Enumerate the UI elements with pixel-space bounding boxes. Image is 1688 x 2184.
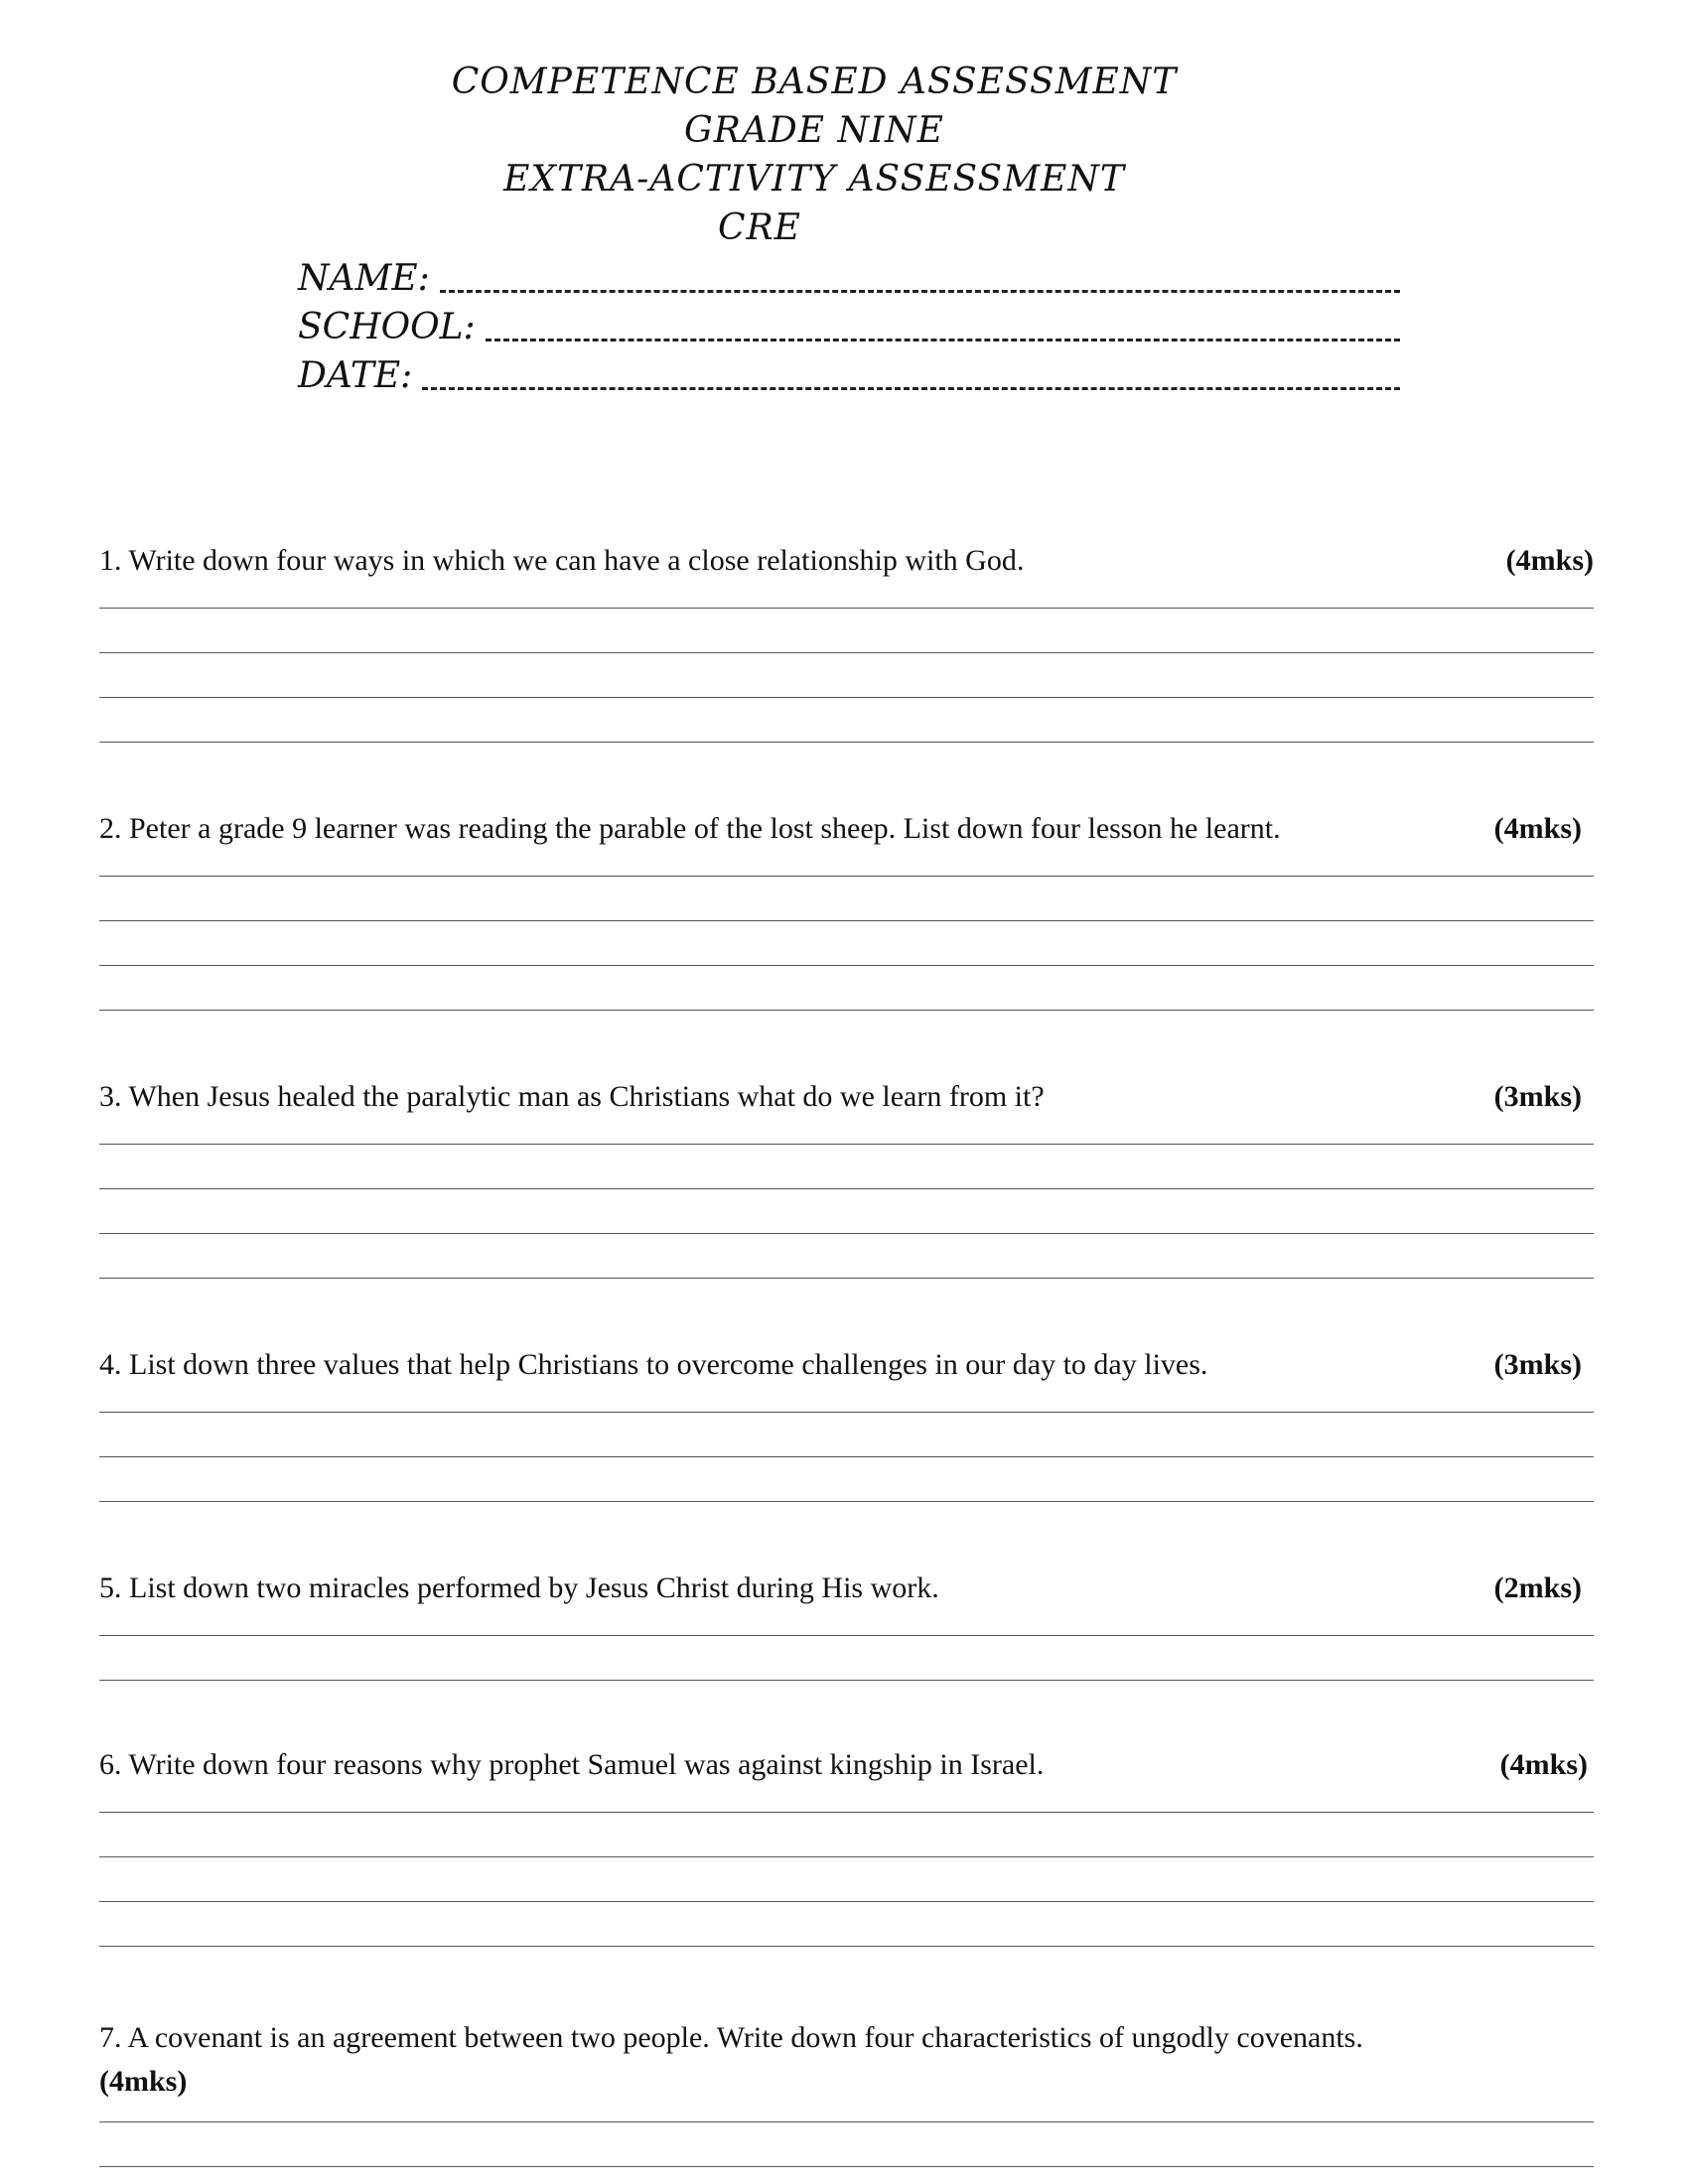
question-7 [99, 2016, 1594, 2167]
school-label: SCHOOL: [298, 307, 476, 347]
answer-line[interactable] [99, 966, 1594, 1011]
date-field-row [298, 351, 1400, 400]
answer-line[interactable] [99, 1189, 1594, 1234]
answer-line[interactable] [99, 1902, 1594, 1947]
question-marks: (3mks) [1493, 1080, 1582, 1113]
answer-line[interactable] [99, 877, 1594, 921]
answer-line[interactable] [99, 584, 1594, 609]
answer-line[interactable] [99, 1457, 1594, 1502]
answer-line[interactable] [99, 609, 1594, 653]
question-marks: (4mks) [1493, 812, 1582, 845]
question-1 [99, 544, 1594, 743]
question-text: 6. Write down four reasons why prophet Samuel was against kingship in Israel. [99, 1748, 1045, 1781]
header-subject: CRE [718, 207, 801, 248]
name-label: NAME: [298, 258, 430, 299]
header-title: COMPETENCE BASED ASSESSMENT [451, 62, 1178, 102]
date-label: DATE: [298, 355, 413, 396]
name-field-row [298, 254, 1400, 303]
question-marks: (3mks) [1493, 1348, 1582, 1381]
question-marks: (4mks) [1505, 544, 1594, 577]
answer-line[interactable] [99, 1388, 1594, 1413]
question-text: 7. A covenant is an agreement between two people. Write down four characteristics of ungodly covenants. [99, 2021, 1363, 2054]
answer-line[interactable] [99, 698, 1594, 743]
answer-line[interactable] [99, 1234, 1594, 1279]
question-text: 3. When Jesus healed the paralytic man as Christians what do we learn from it? [99, 1080, 1045, 1113]
question-5 [99, 1571, 1594, 1681]
header-grade: GRADE NINE [684, 110, 944, 151]
answer-line[interactable] [99, 1636, 1594, 1681]
questions-section [99, 544, 1594, 2167]
question-text: 1. Write down four ways in which we can have a close relationship with God. [99, 544, 1025, 577]
answer-line[interactable] [99, 1813, 1594, 1857]
answer-line[interactable] [99, 852, 1594, 877]
answer-line[interactable] [99, 2122, 1594, 2167]
school-field[interactable] [486, 309, 1400, 341]
question-2 [99, 812, 1594, 1011]
page-header [0, 58, 1688, 252]
school-field-row [298, 303, 1400, 351]
question-marks: (4mks) [1499, 1748, 1588, 1781]
answer-line[interactable] [99, 653, 1594, 698]
question-text: 2. Peter a grade 9 learner was reading the parable of the lost sheep. List down four lesson he learnt. [99, 812, 1281, 845]
name-field[interactable] [440, 260, 1400, 293]
answer-line[interactable] [99, 1413, 1594, 1457]
answer-line[interactable] [99, 1611, 1594, 1636]
answer-line[interactable] [99, 2102, 1594, 2122]
answer-line[interactable] [99, 1145, 1594, 1189]
question-6 [99, 1748, 1594, 1947]
student-info-fields [298, 254, 1400, 400]
answer-line[interactable] [99, 1857, 1594, 1902]
question-4 [99, 1348, 1594, 1502]
question-marks: (2mks) [1493, 1571, 1582, 1604]
question-3 [99, 1080, 1594, 1279]
date-field[interactable] [422, 357, 1400, 390]
answer-line[interactable] [99, 1788, 1594, 1813]
question-text: 5. List down two miracles performed by Jesus Christ during His work. [99, 1571, 939, 1604]
header-assessment-type: EXTRA-ACTIVITY ASSESSMENT [503, 159, 1125, 200]
answer-line[interactable] [99, 921, 1594, 966]
answer-line[interactable] [99, 1120, 1594, 1145]
question-marks: (4mks) [99, 2065, 188, 2098]
question-text: 4. List down three values that help Christians to overcome challenges in our day to day lives. [99, 1348, 1208, 1381]
